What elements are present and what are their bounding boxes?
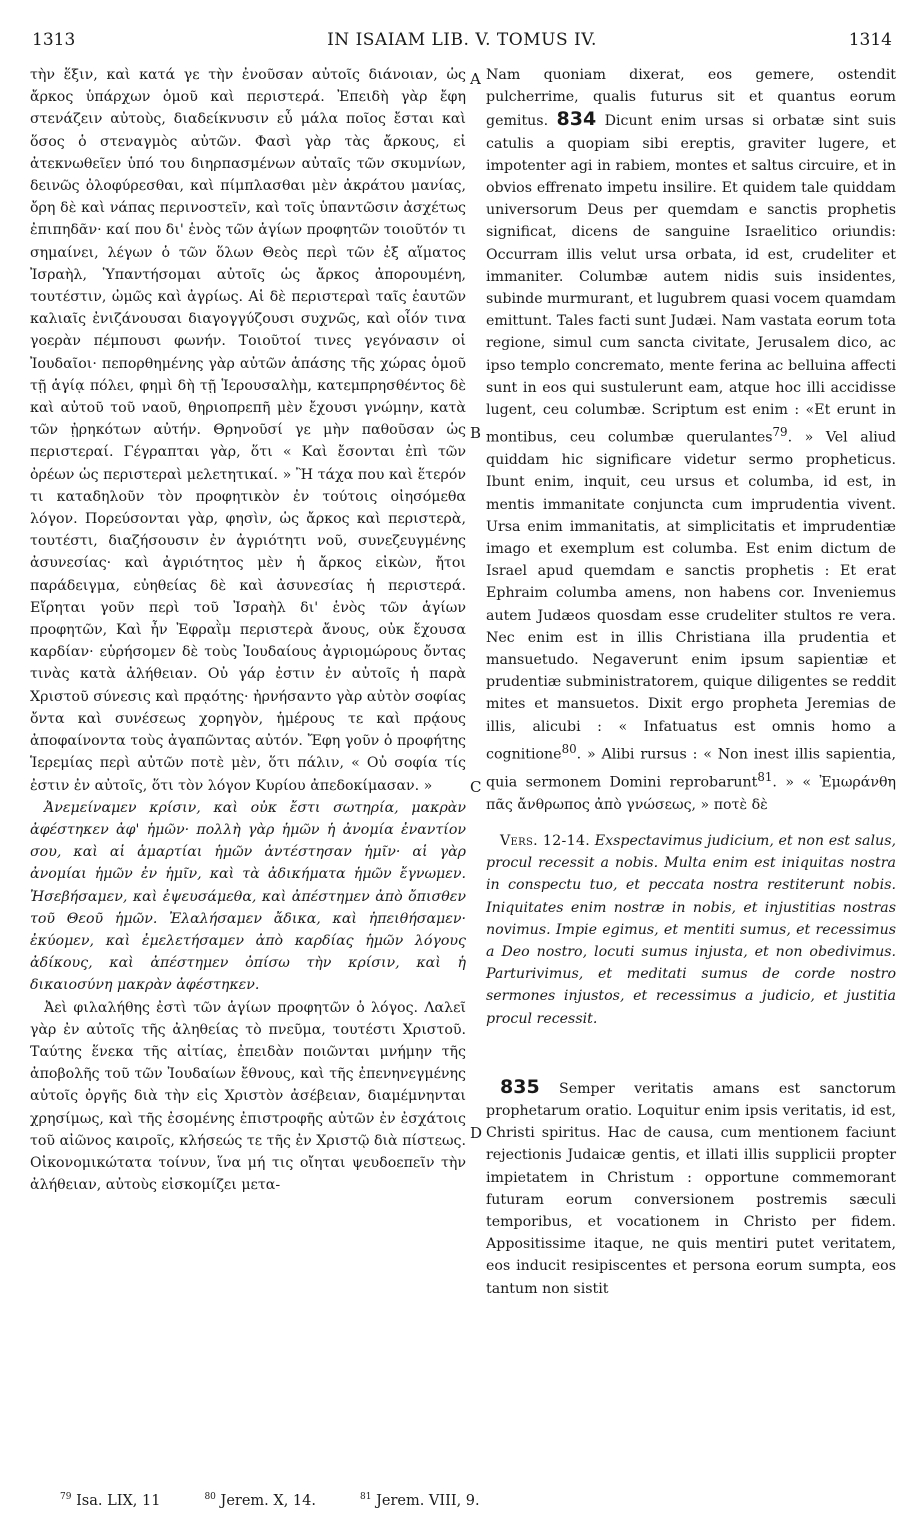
footnote-text: Jerem. VIII, 9. bbox=[376, 1492, 480, 1509]
verse-paragraph bbox=[486, 830, 896, 1030]
footnote-ref-81: 81 bbox=[757, 769, 773, 784]
footnotes bbox=[60, 1492, 880, 1509]
latin-text-1b: Dicunt enim ursas si orbatæ sint suis catulis a quopiam sibi ereptis, graviter lugere, et impotenter agi in rabiem, montes et saltus circuire, et in obvios effrenato impetu insilire. Et quidem tale quiddam universorum Deus per quemdam e sanctis prophetis significat, dicens de sanguine Israelitico oriundis: Occurram illis velut ursa orbata, id est, crudeliter et immaniter. Columbæ autem nidis suis insidentes, subinde murmurant, et lugubrem quasi vocem quamdam emittunt. Tales facti sunt Judæi. Nam vastata eorum tota regione, simul cum sancta civitate, Jerusalem dico, ac ipso templo concremato, mente ferina ac belluina affecti sunt in eos qui sustulerunt eam, atque hoc illi accidisse lugent, ceu columbæ. Scriptum est enim : «Et erunt in montibus, ceu columbæ querulantes bbox=[486, 113, 896, 446]
margin-letter-c: C bbox=[470, 778, 482, 796]
footnote bbox=[360, 1492, 480, 1509]
verse-label: Vers. 12-14. bbox=[500, 832, 591, 849]
margin-letter-b: B bbox=[470, 424, 482, 442]
footnote-number: 79 bbox=[60, 1492, 72, 1502]
running-title: IN ISAIAM LIB. V. TOMUS IV. bbox=[327, 30, 597, 50]
greek-paragraph-1: τὴν ἕξιν, καὶ κατά γε τὴν ἐνοῦσαν αὐτοῖς διάνοιαν, ὡς ἄρκος ὑπάρχων ὁμοῦ καὶ περιστερά. Ἐπειδὴ γὰρ ἔφη στενάζειν αὐτοὺς, διαδείκνυσιν εὖ μάλα ποῖος ἔσται καὶ ὅσος ὁ στεναγμὸς αὐτῶν. Φασὶ γὰρ τὰς ἄρκους, εἰ ἀτεκνωθεῖεν ὑπό του διηρπασμένων αὐταῖς τῶν σκυμνίων, δεινῶς ὀλοφύρεσθαι, καὶ πίμπλασθαι μὲν ἀκράτου μανίας, ὄρη δὲ καὶ νάπας περινοστεῖν, καὶ τοῖς ὑπαντῶσιν ἀσχέτως ἐπιπηδᾶν· καί που δι' ἑνὸς τῶν ἁγίων προφητῶν τοιοῦτόν τι σημαίνει, λέγων ὁ τῶν ὅλων Θεὸς περὶ τῶν ἐξ αἵματος Ἰσραὴλ, Ὑπαντήσομαι αὐτοῖς ὡς ἄρκος ἀπορουμένη, τουτέστιν, ὠμῶς καὶ ἀγρίως. Αἱ δὲ περιστεραὶ ταῖς ἑαυτῶν καλιαῖς ἐνιζάνουσαι διαγογγύζουσι συχνῶς, καὶ οἷόν τινα γοερὰν πέμπουσι φωνήν. Τοιοῦτοί τινες γεγόνασιν οἱ Ἰουδαῖοι· πεπορθημένης γὰρ αὐτῶν ἁπάσης τῆς χώρας ὁμοῦ τῇ ἁγίᾳ πόλει, φημὶ δὴ τῇ Ἱερουσαλὴμ, κατεμπρησθέντος δὲ καὶ αὐτοῦ τοῦ ναοῦ, θηριοπρεπῆ μὲν ἔχουσι γνώμην, κατὰ τῶν ᾐρηκότων αὐτήν. Θρηνοῦσί γε μὴν παθοῦσαν ὡς περιστεραί. Γέγραπται γὰρ, ὅτι « Καὶ ἔσονται ἐπὶ τῶν ὀρέων ὡς περιστεραὶ μελετητικαί. » Ἢ τάχα που καὶ ἕτερόν τι καταδηλοῦν τὸν προφητικὸν ἐν τούτοις οἰησόμεθα λόγον. Πορεύσονται γὰρ, φησὶν, ὡς ἄρκος καὶ περιστερὰ, τουτέστι, διαζήσουσιν ἐν ἀγριότητι νοῦ, συνεζευγμένης ἀσυνεσίας· καὶ ἀγριότητος μὲν ἡ ἄρκος εἰκὼν, ἤτοι παράδειγμα, εὐηθείας δὲ καὶ ἀσυνεσίας ἡ περιστερά. Εἴρηται γοῦν περὶ τοῦ Ἰσραὴλ δι' ἑνὸς τῶν ἁγίων προφητῶν, Καὶ ἦν Ἐφραῒμ περιστερὰ ἄνους, οὐκ ἔχουσα καρδίαν· εὑρήσομεν δὲ τοὺς Ἰουδαίους ἀγριομώρους ὄντας τινὰς κατὰ ἀλήθειαν. Οὐ γάρ ἐστιν ἐν αὐτοῖς ἡ παρὰ Χριστοῦ σύνεσις καὶ πρᾳότης· ἠρνήσαντο γὰρ αὐτὸν σοφίας ὄντα καὶ συνέσεως χορηγὸν, ἡμέρους τε καὶ πρᾴους ἀποφαίνοντα τοὺς ἀγαπῶντας αὐτόν. Ἔφη γοῦν ὁ προφήτης Ἱερεμίας περὶ αὐτῶν ποτὲ μὲν, ὅτι πάλιν, « Οὐ σοφία τίς ἐστιν ἐν αὐτοῖς, ὅτι τὸν λόγον Κυρίου ἀπεδοκίμασαν. » bbox=[30, 67, 466, 794]
greek-scripture: Ἀνεμείναμεν κρίσιν, καὶ οὐκ ἔστι σωτηρία, μακρὰν ἀφέστηκεν ἀφ' ἡμῶν· πολλὴ γὰρ ἡμῶν ἡ ἀνομία ἐναντίον σου, καὶ αἱ ἁμαρτίαι ἡμῶν ἀντέστησαν ἡμῖν· αἱ γὰρ ἀνομίαι ἡμῶν ἐν ἡμῖν, καὶ τὰ ἀδικήματα ἡμῶν ἔγνωμεν. Ἠσεβήσαμεν, καὶ ἐψευσάμεθα, καὶ ἀπέστημεν ἀπὸ ὄπισθεν τοῦ Θεοῦ ἡμῶν. Ἐλαλήσαμεν ἄδικα, καὶ ἠπειθήσαμεν· ἐκύομεν, καὶ ἐμελετήσαμεν ἀπὸ καρδίας ἡμῶν λόγους ἀδίκους, καὶ ἀπέστημεν ὀπίσω τὴν κρίσιν, καὶ ἡ δικαιοσύνη μακρὰν ἀφέστηκεν. bbox=[30, 799, 466, 994]
footnote-text: Jerem. X, 14. bbox=[220, 1492, 316, 1509]
footnote-text: Isa. LIX, 11 bbox=[76, 1492, 161, 1509]
latin-column bbox=[486, 64, 896, 1300]
page-number-left: 1313 bbox=[32, 30, 76, 50]
footnote-number: 80 bbox=[204, 1492, 216, 1502]
greek-column bbox=[30, 64, 466, 1196]
greek-paragraph-3: Ἀεὶ φιλαλήθης ἐστὶ τῶν ἁγίων προφητῶν ὁ λόγος. Λαλεῖ γὰρ ἐν αὐτοῖς τῆς ἀληθείας τὸ πνεῦμα, τουτέστι Χριστοῦ. Ταύτης ἕνεκα τῆς αἰτίας, ἐπειδὰν ποιῶνται μνήμην τῆς ἀποβολῆς τοῦ τῶν Ἰουδαίων ἔθνους, καὶ τῆς ἐπενηνεγμένης αὐτοῖς ὀργῆς διὰ τὴν εἰς Χριστὸν ἀσέβειαν, διαμέμνηνται χρησίμως, καὶ τῆς ἐσομένης ἐπιστροφῆς αὐτῶν ἐν ἐσχάτοις τοῦ αἰῶνος καιροῖς, κλήσεώς τε τῆς ἐν Χριστῷ διὰ πίστεως. Οἰκονομικώτατα τοίνυν, ἵνα μή τις οἴηται ψευδοεπεῖν τὴν ἀλήθειαν, αὐτοὺς εἰσκομίζει μετα- bbox=[30, 999, 466, 1194]
section-number-835: 835 bbox=[500, 1075, 540, 1098]
latin-text-1a: Nam quoniam dixerat, eos gemere, ostendit pulcherrime, qualis futurus sit et quantus eorum gemitus. bbox=[486, 67, 896, 130]
latin-text-3: Semper veritatis amans est sanctorum prophetarum oratio. Loquitur enim ipsis veritatis, id est, Christi spiritus. Hac de causa, cum mentionem faciunt rejectionis Judaicæ gentis, et illati illis supplicii propter impietatem in Christum : opportune commemorant futuram eorum conversionem postremis sæculi temporibus, et vocationem in Christo per fidem. Appositissime itaque, ne quis mentiri putet veritatem, eos inducit resipiscentes et persona eorum sumpta, eos tantum non sistit bbox=[486, 1080, 896, 1297]
latin-paragraph-1 bbox=[486, 64, 896, 816]
footnote-number: 81 bbox=[360, 1492, 372, 1502]
footnote-ref-80: 80 bbox=[561, 741, 577, 756]
footnote bbox=[60, 1492, 160, 1509]
margin-letter-d: D bbox=[470, 1124, 483, 1142]
page-header bbox=[32, 30, 892, 54]
footnote-ref-79: 79 bbox=[772, 425, 788, 440]
latin-text-1c: . » Vel aliud quiddam hic significare videtur sermo propheticus. Ibunt enim, inquit, ceu ursus et columba, id est, in mentis immanitate conjuncta cum imprudentia vivent. Ursa enim immanitatis, at simplicitatis et imprudentiæ imago et exemplum est columba. Est enim dictum de Israel apud quemdam e sanctis prophetis : Et erat Ephraim columba amens, non habens cor. Inveniemus autem Judæos quosdam esse crudeliter stultos re vera. Nec enim est in illis Christiana illa prudentia et mansuetudo. Negaverunt enim ipsum sapientiæ et prudentiæ subministratorem, quique diligentes se reddit mites et mansuetos. Dixit ergo propheta Jeremias de illis, alicubi : « Infatuatus est omnis homo a cognitione bbox=[486, 429, 896, 763]
margin-letter-a: A bbox=[470, 70, 481, 88]
section-number-834: 834 bbox=[556, 108, 597, 131]
latin-text-1d: . » Alibi rursus : « Non inest illis sapientia, quia sermonem Domini reprobarunt bbox=[486, 746, 896, 791]
footnote bbox=[204, 1492, 316, 1509]
verse-text: Exspectavimus judicium, et non est salus, procul recessit a nobis. Multa enim est iniquitas nostra in conspectu tuo, et peccata nostra restiterunt nobis. Iniquitates enim nostræ in nobis, et injustitias nostras novimus. Impie egimus, et mentiti sumus, et recessimus a Deo nostro, locuti sumus injusta, et non obedivimus. Parturivimus, et meditati sumus de corde nostro sermones injustos, et recessimus a judicio, et justitia procul recessit. bbox=[486, 832, 896, 1027]
latin-paragraph-3 bbox=[486, 1076, 896, 1300]
page-number-right: 1314 bbox=[848, 30, 892, 50]
latin-text-1e: . » « Ἐμωράνθη πᾶς ἄνθρωπος ἀπὸ γνώσεως, » ποτὲ δὲ bbox=[486, 774, 896, 813]
